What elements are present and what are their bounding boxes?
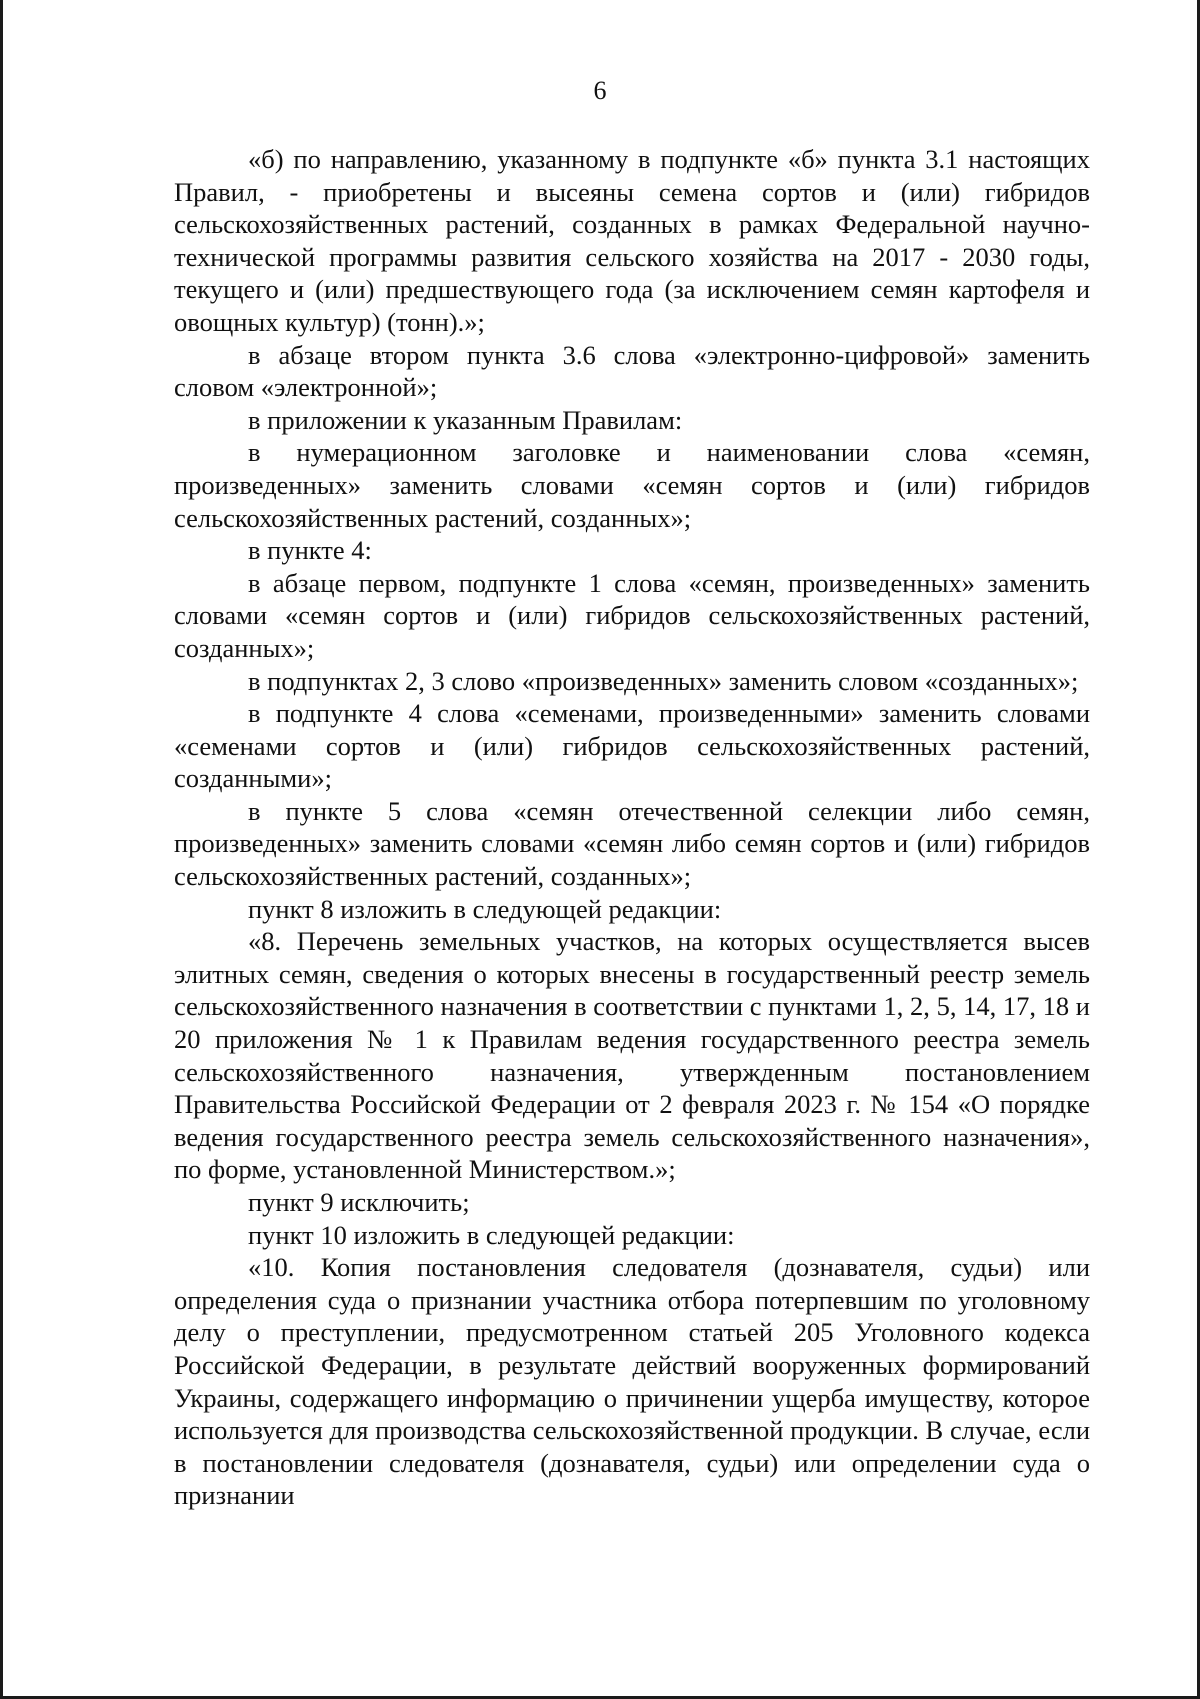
paragraph-point-10: «10. Копия постановления следователя (дознавателя, судьи) или определения суда о признании участника отбора потерпевшим по уголовному делу о преступлении, предусмотренном статьей 205 Уголовного кодекса Российской Федерации, в результате действий вооруженных формирований Украины, содержащего информацию о причинении ущерба имуществу, которое используется для производства сельскохозяйственной продукции. В случае, если в постановлении следователя (дознавателя, судьи) или определении суда о признании (174, 1252, 1090, 1511)
paragraph-point-8: «8. Перечень земельных участков, на которых осуществляется высев элитных семян, сведения о которых внесены в государственный реестр земель сельскохозяйственного назначения в соответствии с пунктами 1, 2, 5, 14, 17, 18 и 20 приложения № 1 к Правилам ведения государственного реестра земель сельскохозяйственного назначения, утвержденным постановлением Правительства Российской Федерации от 2 февраля 2023 г. № 154 «О порядке ведения государственного реестра земель сельскохозяйственного назначения», по форме, установленной Министерством.»; (174, 926, 1090, 1185)
page-number: 6 (593, 76, 607, 105)
scan-border-left (0, 0, 3, 1699)
paragraph: в пункте 5 слова «семян отечественной селекции либо семян, произведенных» заменить словами «семян либо семян сортов и (или) гибридов сельскохозяйственных растений, созданных»; (174, 795, 1090, 892)
paragraph: в нумерационном заголовке и наименовании слова «семян, произведенных» заменить словами «семян сортов и (или) гибридов сельскохозяйственных растений, созданных»; (174, 437, 1090, 533)
paragraph: в подпунктах 2, 3 слово «произведенных» заменить словом «созданных»; (248, 665, 1079, 696)
document-body (174, 143, 1090, 1512)
paragraph: в абзаце втором пункта 3.6 слова «электронно-цифровой» заменить словом «электронной»; (174, 339, 1090, 403)
paragraph: в приложении к указанным Правилам: (248, 404, 683, 435)
paragraph: пункт 8 изложить в следующей редакции: (248, 893, 722, 924)
paragraph: в подпункте 4 слова «семенами, произведенными» заменить словами «семенами сортов и (или) гибридов сельскохозяйственных растений, созданными»; (174, 698, 1090, 794)
paragraph: пункт 9 исключить; (248, 1187, 470, 1217)
paragraph: в пункте 4: (248, 535, 372, 566)
paragraph-subpoint-b: «б) по направлению, указанному в подпункте «б» пункта 3.1 настоящих Правил, - приобретены и высеяны семена сортов и (или) гибридов сельскохозяйственных растений, созданных в рамках Федеральной научно-технической программы развития сельского хозяйства на 2017 - 2030 годы, текущего и (или) предшествующего года (за исключением семян картофеля и овощных культур) (тонн).»; (174, 144, 1090, 337)
paragraph: в абзаце первом, подпункте 1 слова «семян, произведенных» заменить словами «семян сортов и (или) гибридов сельскохозяйственных растений, созданных»; (174, 567, 1090, 663)
paragraph: пункт 10 изложить в следующей редакции: (248, 1219, 735, 1250)
